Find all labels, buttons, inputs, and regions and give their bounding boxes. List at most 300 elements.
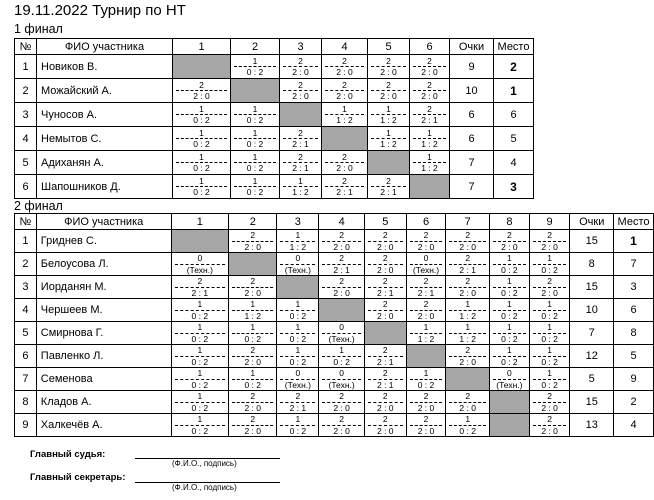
- match-cell: [410, 151, 450, 175]
- match-points: 1: [199, 103, 204, 114]
- match-points: 2: [382, 414, 388, 424]
- match-cell: [319, 368, 365, 391]
- header-name: ФИО участника: [37, 39, 173, 55]
- row-number: 9: [15, 414, 37, 437]
- points-cell: 8: [570, 253, 614, 276]
- match-score: 0 : 2: [176, 186, 227, 197]
- match-points: 1: [295, 345, 301, 355]
- match-cell: [410, 127, 450, 151]
- match-cell: [171, 322, 228, 345]
- match-points: 1: [507, 345, 512, 355]
- match-cell: [173, 79, 231, 103]
- match-cell: [368, 55, 410, 79]
- match-points: 2: [339, 276, 344, 286]
- match-score: 0 : 2: [533, 264, 567, 275]
- match-score: 2 : 0: [325, 90, 364, 101]
- match-score: 2 : 0: [283, 90, 318, 101]
- match-score: 2 : 0: [232, 425, 273, 436]
- participant-name: Новиков В.: [37, 55, 173, 79]
- match-points: 2: [197, 276, 203, 286]
- match-cell: [319, 322, 365, 345]
- header-points: Очки: [450, 39, 494, 55]
- match-cell: [364, 230, 406, 253]
- match-score: 1 : 2: [449, 310, 486, 321]
- points-cell: 6: [450, 127, 494, 151]
- match-cell: [410, 79, 450, 103]
- match-cell: [489, 230, 529, 253]
- match-cell: [231, 175, 280, 199]
- page-title: 19.11.2022 Турнир по НТ: [14, 2, 186, 19]
- match-score: 2 : 1: [175, 287, 225, 298]
- match-points: 1: [298, 175, 303, 186]
- match-score: 0 : 2: [280, 356, 315, 367]
- match-points: 2: [342, 175, 347, 186]
- match-cell: [446, 414, 490, 437]
- match-cell: [406, 253, 446, 276]
- match-cell: [489, 276, 529, 299]
- place-cell: 3: [614, 276, 654, 299]
- match-points: 1: [199, 175, 204, 186]
- match-score: 0 : 2: [175, 333, 225, 344]
- final1-table: [14, 38, 534, 199]
- table-row: [15, 103, 534, 127]
- table-row: [15, 175, 534, 199]
- match-points: 2: [386, 79, 391, 90]
- match-score: (Техн.): [280, 379, 315, 390]
- match-points: 2: [427, 103, 432, 114]
- match-score: 2 : 1: [368, 379, 403, 390]
- match-points: 0: [339, 322, 344, 332]
- points-cell: 5: [570, 368, 614, 391]
- match-score: 0 : 2: [493, 287, 526, 298]
- match-points: 2: [465, 230, 471, 240]
- row-number: 5: [15, 322, 37, 345]
- match-score: 0 : 2: [176, 162, 227, 173]
- match-points: 0: [295, 368, 301, 378]
- match-score: 2 : 0: [410, 310, 443, 321]
- match-score: 0 : 2: [493, 333, 526, 344]
- participant-name: Можайский А.: [37, 79, 173, 103]
- match-cell: [446, 276, 490, 299]
- match-cell: [368, 103, 410, 127]
- match-points: 1: [252, 55, 258, 66]
- match-cell: [446, 345, 490, 368]
- match-score: 2 : 0: [410, 402, 443, 413]
- self-cell: [231, 79, 280, 103]
- match-score: 2 : 1: [283, 162, 318, 173]
- participant-name: Шапошников Д.: [37, 175, 173, 199]
- place-cell: 1: [494, 79, 534, 103]
- match-score: 0 : 2: [234, 114, 276, 125]
- match-score: 0 : 2: [232, 379, 273, 390]
- place-cell: 2: [614, 391, 654, 414]
- match-cell: [406, 276, 446, 299]
- match-points: 2: [339, 391, 344, 401]
- match-points: 2: [382, 276, 388, 286]
- match-score: 2 : 0: [410, 425, 443, 436]
- match-score: 2 : 0: [410, 241, 443, 252]
- match-cell: [446, 322, 490, 345]
- match-cell: [280, 151, 322, 175]
- match-cell: [231, 151, 280, 175]
- match-cell: [406, 322, 446, 345]
- match-points: 2: [199, 79, 204, 90]
- match-score: 0 : 2: [175, 310, 225, 321]
- place-cell: 6: [494, 103, 534, 127]
- match-cell: [277, 253, 319, 276]
- match-score: 2 : 0: [368, 241, 403, 252]
- participant-name: Адиханян А.: [37, 151, 173, 175]
- table-row: [15, 414, 654, 437]
- match-points: 0: [423, 253, 429, 263]
- match-points: 2: [465, 345, 471, 355]
- points-cell: 7: [570, 322, 614, 345]
- match-score: 2 : 0: [368, 402, 403, 413]
- place-cell: 8: [614, 322, 654, 345]
- match-points: 2: [339, 414, 344, 424]
- match-score: 2 : 0: [449, 287, 486, 298]
- match-cell: [173, 151, 231, 175]
- match-cell: [489, 299, 529, 322]
- match-points: 1: [547, 299, 552, 309]
- match-cell: [406, 414, 446, 437]
- match-points: 2: [547, 414, 552, 424]
- header-place: Место: [494, 39, 534, 55]
- match-cell: [529, 230, 570, 253]
- match-score: 0 : 2: [533, 356, 567, 367]
- match-score: 2 : 1: [325, 186, 364, 197]
- place-cell: 7: [614, 253, 654, 276]
- row-number: 6: [15, 345, 37, 368]
- match-points: 1: [197, 299, 203, 309]
- self-cell: [229, 253, 277, 276]
- match-points: 2: [386, 175, 391, 186]
- match-cell: [364, 414, 406, 437]
- match-cell: [446, 299, 490, 322]
- match-score: 1 : 2: [325, 114, 364, 125]
- match-cell: [229, 322, 277, 345]
- match-cell: [277, 299, 319, 322]
- match-points: 2: [423, 230, 429, 240]
- header-name: ФИО участника: [36, 214, 171, 230]
- match-cell: [319, 345, 365, 368]
- match-score: 2 : 0: [232, 402, 273, 413]
- header-col: 6: [406, 214, 446, 230]
- match-points: 1: [250, 368, 256, 378]
- header-col: 8: [489, 214, 529, 230]
- match-score: 0 : 2: [280, 333, 315, 344]
- match-cell: [277, 414, 319, 437]
- match-points: 1: [199, 151, 204, 162]
- match-cell: [319, 414, 365, 437]
- match-points: 2: [298, 151, 303, 162]
- match-score: 1 : 2: [413, 138, 446, 149]
- match-score: 2 : 0: [413, 90, 446, 101]
- match-cell: [322, 55, 368, 79]
- match-score: 2 : 0: [322, 287, 361, 298]
- match-score: 2 : 0: [322, 402, 361, 413]
- final2-heading: 2 финал: [14, 199, 63, 213]
- match-score: 2 : 0: [533, 241, 567, 252]
- match-cell: [322, 151, 368, 175]
- match-points: 2: [386, 55, 391, 66]
- match-cell: [446, 230, 490, 253]
- match-points: 2: [382, 253, 388, 263]
- table-row: [15, 127, 534, 151]
- match-points: 1: [197, 345, 203, 355]
- match-score: 2 : 0: [533, 402, 567, 413]
- row-number: 6: [15, 175, 37, 199]
- match-points: 2: [382, 368, 388, 378]
- match-score: 2 : 0: [368, 264, 403, 275]
- match-points: 0: [295, 253, 301, 263]
- match-score: 1 : 2: [410, 333, 443, 344]
- header-col: 9: [529, 214, 570, 230]
- match-cell: [229, 230, 277, 253]
- self-cell: [173, 55, 231, 79]
- match-score: 0 : 2: [232, 333, 273, 344]
- match-points: 1: [507, 253, 512, 263]
- match-points: 0: [339, 368, 344, 378]
- participant-name: Кладов А.: [36, 391, 171, 414]
- match-cell: [446, 391, 490, 414]
- match-score: (Техн.): [175, 264, 225, 275]
- match-points: 2: [382, 299, 388, 309]
- match-score: 2 : 0: [533, 425, 567, 436]
- match-cell: [489, 345, 529, 368]
- match-score: 2 : 0: [413, 66, 446, 77]
- match-points: 1: [386, 127, 391, 138]
- match-points: 1: [197, 414, 203, 424]
- match-score: 1 : 2: [371, 138, 406, 149]
- table-row: [15, 299, 654, 322]
- match-cell: [277, 322, 319, 345]
- match-score: 0 : 2: [176, 114, 227, 125]
- match-points: 2: [465, 391, 471, 401]
- table-row: [15, 322, 654, 345]
- match-points: 2: [250, 414, 256, 424]
- match-points: 1: [386, 103, 391, 114]
- match-points: 2: [339, 230, 344, 240]
- header-col: 5: [364, 214, 406, 230]
- header-col: 2: [229, 214, 277, 230]
- match-cell: [171, 414, 228, 437]
- place-cell: 5: [494, 127, 534, 151]
- header-col: 4: [319, 214, 365, 230]
- match-cell: [406, 299, 446, 322]
- row-number: 8: [15, 391, 37, 414]
- points-cell: 6: [450, 103, 494, 127]
- points-cell: 7: [450, 151, 494, 175]
- match-cell: [173, 103, 231, 127]
- match-score: 2 : 0: [176, 90, 227, 101]
- header-num: №: [15, 39, 37, 55]
- match-score: 0 : 2: [176, 138, 227, 149]
- participant-name: Чершеев М.: [36, 299, 171, 322]
- header-col: 6: [410, 39, 450, 55]
- header-col: 7: [446, 214, 490, 230]
- match-points: 1: [507, 276, 512, 286]
- match-score: 2 : 1: [410, 287, 443, 298]
- chief-secretary-hint: (Ф.И.О., подпись): [172, 483, 237, 492]
- row-number: 4: [15, 299, 37, 322]
- match-points: 1: [252, 175, 258, 186]
- row-number: 2: [15, 253, 37, 276]
- participant-name: Павленко Л.: [36, 345, 171, 368]
- table-row: [15, 368, 654, 391]
- match-cell: [489, 368, 529, 391]
- match-cell: [364, 299, 406, 322]
- match-points: 0: [507, 368, 512, 378]
- match-score: 2 : 0: [493, 241, 526, 252]
- match-score: 1 : 2: [280, 241, 315, 252]
- match-points: 2: [427, 79, 432, 90]
- match-cell: [280, 55, 322, 79]
- match-cell: [277, 230, 319, 253]
- match-points: 1: [427, 151, 432, 162]
- match-cell: [231, 127, 280, 151]
- match-score: 2 : 0: [368, 425, 403, 436]
- match-score: 2 : 0: [449, 241, 486, 252]
- match-cell: [368, 175, 410, 199]
- match-points: 1: [250, 299, 256, 309]
- self-cell: [280, 103, 322, 127]
- header-col: 4: [322, 39, 368, 55]
- match-score: 2 : 1: [368, 356, 403, 367]
- match-points: 2: [547, 276, 552, 286]
- match-cell: [280, 127, 322, 151]
- match-cell: [529, 276, 570, 299]
- match-points: 2: [423, 299, 429, 309]
- match-cell: [529, 368, 570, 391]
- match-score: 0 : 2: [322, 356, 361, 367]
- match-points: 2: [382, 391, 388, 401]
- table-row: [15, 151, 534, 175]
- match-score: 2 : 1: [280, 402, 315, 413]
- match-points: 2: [250, 276, 256, 286]
- row-number: 1: [15, 230, 37, 253]
- header-points: Очки: [570, 214, 614, 230]
- match-cell: [489, 253, 529, 276]
- match-points: 1: [465, 414, 471, 424]
- header-col: 1: [171, 214, 228, 230]
- row-number: 5: [15, 151, 37, 175]
- match-score: 2 : 0: [322, 425, 361, 436]
- match-points: 1: [547, 368, 552, 378]
- match-points: 1: [507, 322, 512, 332]
- match-points: 2: [342, 79, 347, 90]
- self-cell: [410, 175, 450, 199]
- table-row: [15, 230, 654, 253]
- match-score: 0 : 2: [533, 379, 567, 390]
- match-cell: [229, 299, 277, 322]
- match-score: 0 : 2: [533, 333, 567, 344]
- header-col: 5: [368, 39, 410, 55]
- place-cell: 3: [494, 175, 534, 199]
- match-score: (Техн.): [322, 379, 361, 390]
- match-points: 2: [547, 391, 552, 401]
- match-points: 1: [423, 322, 429, 332]
- match-score: 0 : 2: [234, 186, 276, 197]
- match-cell: [229, 345, 277, 368]
- match-points: 2: [339, 253, 344, 263]
- match-points: 1: [197, 322, 203, 332]
- match-cell: [322, 103, 368, 127]
- row-number: 2: [15, 79, 37, 103]
- match-score: 0 : 2: [533, 310, 567, 321]
- match-cell: [319, 253, 365, 276]
- points-cell: 10: [450, 79, 494, 103]
- match-points: 2: [423, 276, 429, 286]
- row-number: 3: [15, 276, 37, 299]
- table-row: [15, 391, 654, 414]
- match-cell: [364, 368, 406, 391]
- table-row: [15, 55, 534, 79]
- match-cell: [364, 253, 406, 276]
- match-score: 2 : 0: [449, 356, 486, 367]
- match-cell: [277, 391, 319, 414]
- match-score: (Техн.): [280, 264, 315, 275]
- participant-name: Смирнова Г.: [36, 322, 171, 345]
- match-cell: [280, 175, 322, 199]
- match-score: 2 : 1: [371, 186, 406, 197]
- header-num: №: [15, 214, 37, 230]
- match-points: 1: [547, 253, 552, 263]
- match-score: 0 : 2: [175, 379, 225, 390]
- table-row: [15, 253, 654, 276]
- match-points: 2: [465, 276, 471, 286]
- match-points: 1: [547, 322, 552, 332]
- place-cell: 6: [614, 299, 654, 322]
- match-points: 2: [298, 79, 303, 90]
- match-points: 2: [423, 414, 429, 424]
- match-score: 0 : 2: [175, 425, 225, 436]
- match-score: 0 : 2: [234, 66, 276, 77]
- match-score: 2 : 1: [322, 264, 361, 275]
- match-cell: [322, 79, 368, 103]
- match-score: 0 : 2: [493, 356, 526, 367]
- match-cell: [529, 253, 570, 276]
- self-cell: [322, 127, 368, 151]
- match-cell: [171, 391, 228, 414]
- match-points: 2: [507, 230, 512, 240]
- match-points: 1: [295, 230, 301, 240]
- header-place: Место: [614, 214, 654, 230]
- match-points: 1: [252, 151, 258, 162]
- match-score: 2 : 0: [232, 241, 273, 252]
- match-score: 2 : 1: [413, 114, 446, 125]
- match-cell: [229, 276, 277, 299]
- match-score: 0 : 2: [280, 310, 315, 321]
- match-score: 1 : 2: [232, 310, 273, 321]
- match-cell: [171, 368, 228, 391]
- match-cell: [410, 55, 450, 79]
- row-number: 4: [15, 127, 37, 151]
- match-cell: [364, 345, 406, 368]
- match-points: 2: [295, 391, 301, 401]
- points-cell: 12: [570, 345, 614, 368]
- match-score: (Техн.): [322, 333, 361, 344]
- points-cell: 9: [450, 55, 494, 79]
- row-number: 3: [15, 103, 37, 127]
- match-cell: [406, 391, 446, 414]
- match-score: 0 : 2: [449, 425, 486, 436]
- match-cell: [229, 368, 277, 391]
- match-cell: [406, 230, 446, 253]
- match-cell: [277, 345, 319, 368]
- final1-heading: 1 финал: [14, 22, 63, 36]
- match-score: 0 : 2: [280, 425, 315, 436]
